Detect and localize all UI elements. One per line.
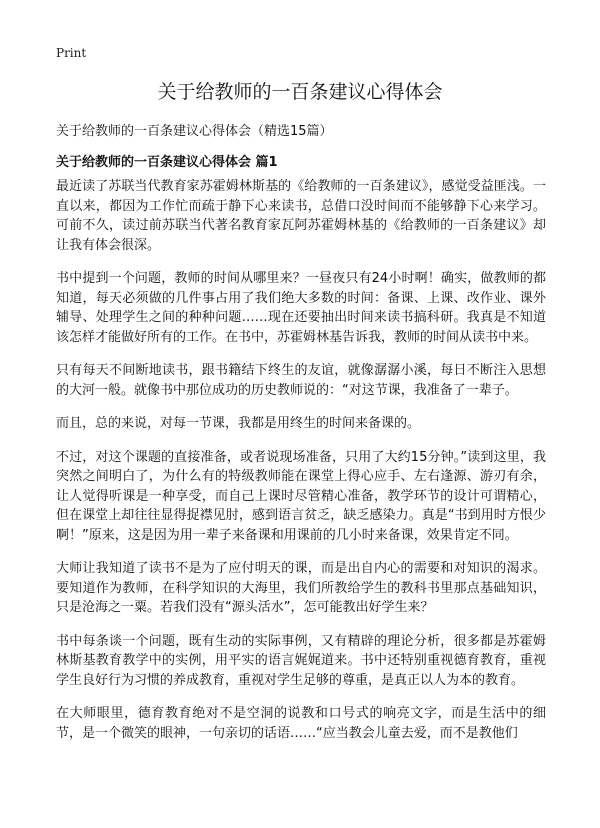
article-body	[56, 177, 546, 757]
document-subtitle: 关于给教师的一百条建议心得体会（精选15篇）	[56, 124, 333, 139]
paragraph: 而且，总的来说，对每一节课，我都是用终生的时间来备课的。	[56, 416, 421, 431]
paragraph: 书中每条谈一个问题，既有生动的实际事例，又有精辟的理论分析，很多都是苏霍姆林斯基教育教学中的实例，用平实的语言娓娓道来。书中还特别重视德育教育，重视学生良好行为习惯的养成教育，重视对学生足够的尊重，是真正以人为本的教育。	[56, 633, 546, 688]
paragraph: 大师让我知道了读书不是为了应付明天的课，而是出自内心的需要和对知识的渴求。要知道作为教师，在科学知识的大海里，我们所教给学生的教科书里那点基础知识，只是沧海之一粟。若我们没有“源头活水”，怎可能教出好学生来？	[56, 561, 546, 615]
paragraph: 书中提到一个问题，教师的时间从哪里来？一昼夜只有24小时啊！确实，做教师的都知道，每天必须做的几件事占用了我们绝大多数的时间：备课、上课、改作业、课外辅导、处理学生之间的种种问题……现在还要抽出时间来读书搞科研。我真是不知道该怎样才能做好所有的工作。在书中，苏霍姆林基告诉我，教师的时间从读书中来。	[56, 271, 546, 345]
paragraph: 不过，对这个课题的直接准备，或者说现场准备，只用了大约15分钟。”读到这里，我突然之间明白了，为什么有的特级教师能在课堂上得心应手、左右逢源、游刃有余，让人觉得听课是一种享受，而自己上课时尽管精心准备，教学环节的设计可谓精心，但在课堂上却往往显得捉襟见肘，感到语言贫乏，缺乏感染力。真是“书到用时方恨少啊！”原来，这是因为用一辈子来备课和用课前的几小时来备课，效果肯定不同。	[56, 449, 546, 543]
paragraph: 只有每天不间断地读书，跟书籍结下终生的友谊，就像潺潺小溪，每日不断注入思想的大河一般。就像书中那位成功的历史教师说的：“对这节课，我准备了一辈子。	[56, 363, 546, 398]
section-heading: 关于给教师的一百条建议心得体会 篇1	[56, 155, 278, 170]
paragraph: 最近读了苏联当代教育家苏霍姆林斯基的《给教师的一百条建议》，感觉受益匪浅。一直以来，都因为工作忙而疏于静下心来读书，总借口没时间而不能够静下心来学习。可前不久，读过前苏联当代著名教育家瓦阿苏霍姆林基的《给教师的一百条建议》却让我有体会很深。	[56, 179, 546, 253]
paragraph: 在大师眼里，德育教育绝对不是空洞的说教和口号式的响亮文字，而是生活中的细节，是一个微笑的眼神，一句亲切的话语……“应当教会儿童去爱，而不是教他们	[56, 706, 546, 741]
print-link[interactable]: Print	[56, 46, 87, 60]
page-title: 关于给教师的一百条建议心得体会	[157, 81, 443, 103]
